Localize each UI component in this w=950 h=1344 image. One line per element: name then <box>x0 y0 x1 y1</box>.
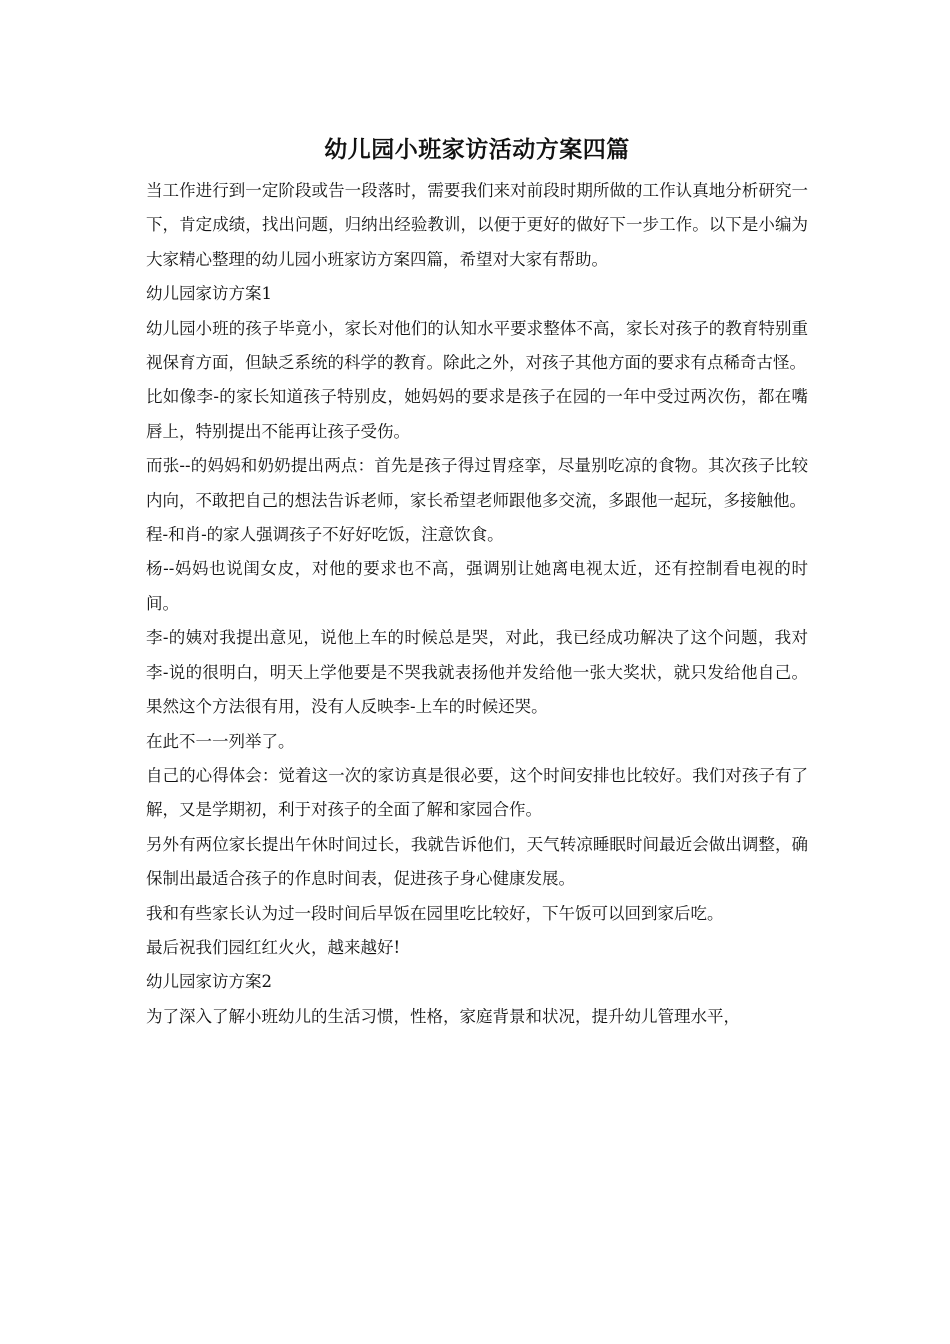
body-paragraph: 我和有些家长认为过一段时间后早饭在园里吃比较好，下午饭可以回到家后吃。 <box>146 903 724 923</box>
body-paragraph: 另外有两位家长提出午休时间过长，我就告诉他们，天气转凉睡眠时间最近会做出调整，确保制出最适合孩子的作息时间表，促进孩子身心健康发展。 <box>146 834 808 889</box>
body-paragraph: 为了深入了解小班幼儿的生活习惯，性格，家庭背景和状况，提升幼儿管理水平， <box>146 1006 740 1026</box>
body-paragraph: 杨--妈妈也说闺女皮，对他的要求也不高，强调别让她离电视太近，还有控制看电视的时间。 <box>146 559 808 613</box>
document-title: 幼儿园小班家访活动方案四篇 <box>324 136 630 163</box>
body-paragraph: 幼儿园小班的孩子毕竟小，家长对他们的认知水平要求整体不高，家长对孩子的教育特别重视保育方面，但缺乏系统的科学的教育。除此之外，对孩子其他方面的要求有点稀奇古怪。 <box>146 318 808 373</box>
body-paragraph: 程-和肖-的家人强调孩子不好好吃饭，注意饮食。 <box>146 525 504 545</box>
body-paragraph: 自己的心得体会：觉着这一次的家访真是很必要，这个时间安排也比较好。我们对孩子有了解，又是学期初，利于对孩子的全面了解和家园合作。 <box>146 765 808 820</box>
body-paragraph: 而张--的妈妈和奶奶提出两点：首先是孩子得过胃痉挛，尽量别吃凉的食物。其次孩子比较内向，不敢把自己的想法告诉老师，家长希望老师跟他多交流，多跟他一起玩，多接触他。 <box>146 456 808 510</box>
section-heading-plan-1: 幼儿园家访方案1 <box>146 284 272 304</box>
intro-paragraph: 当工作进行到一定阶段或告一段落时，需要我们来对前段时期所做的工作认真地分析研究一下，肯定成绩，找出问题，归纳出经验教训，以便于更好的做好下一步工作。以下是小编为大家精心整理的幼儿园小班家访方案四篇，希望对大家有帮助。 <box>146 181 808 269</box>
body-paragraph: 最后祝我们园红红火火，越来越好! <box>146 937 401 957</box>
section-heading-plan-2: 幼儿园家访方案2 <box>146 972 272 992</box>
body-paragraph: 李-的姨对我提出意见，说他上车的时候总是哭，对此，我已经成功解决了这个问题，我对李-说的很明白，明天上学他要是不哭我就表扬他并发给他一张大奖状，就只发给他自己。果然这个方法很有用，没有人反映李-上车的时候还哭。 <box>146 628 808 717</box>
body-paragraph: 比如像李-的家长知道孩子特别皮，她妈妈的要求是孩子在园的一年中受过两次伤，都在嘴唇上，特别提出不能再让孩子受伤。 <box>146 387 808 441</box>
document-page <box>146 128 808 1034</box>
body-paragraph: 在此不一一列举了。 <box>146 731 295 751</box>
